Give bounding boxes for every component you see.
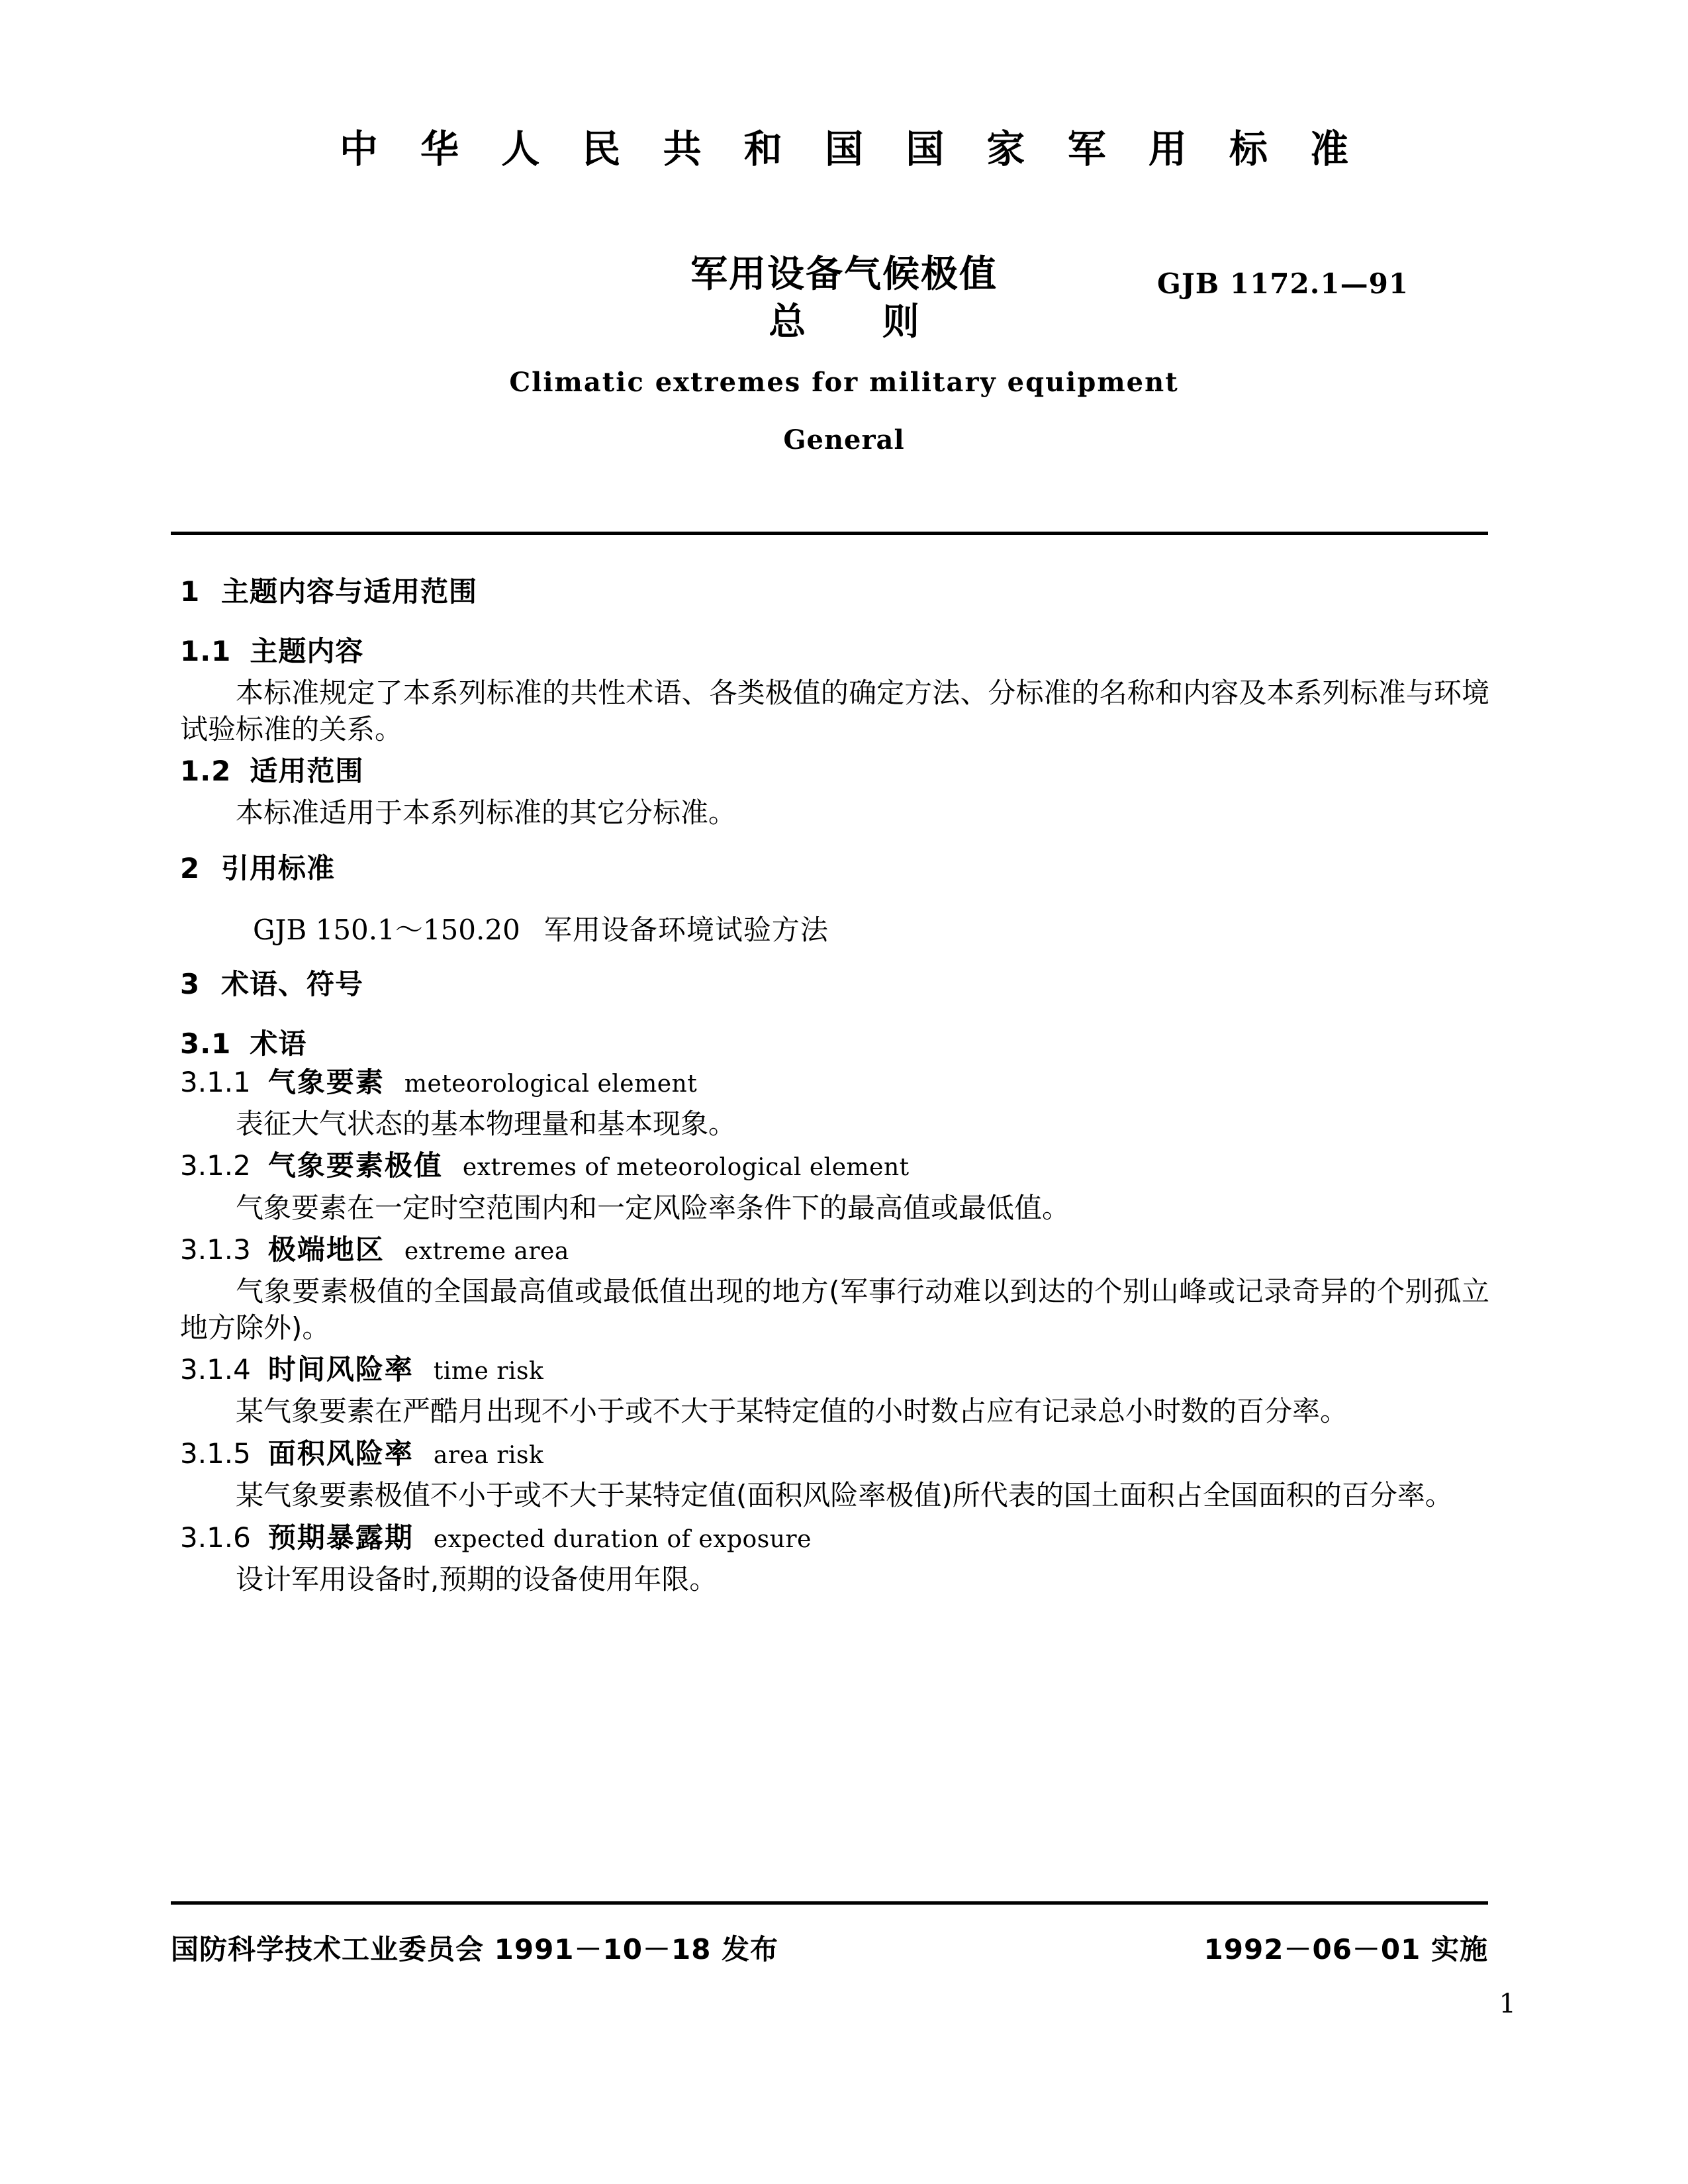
- term-entry: [180, 1235, 1489, 1264]
- masthead: [0, 126, 1688, 171]
- paragraph-1-2: 本标准适用于本系列标准的其它分标准。: [236, 796, 737, 830]
- title-block: [0, 253, 1688, 455]
- section-title-3-1: 术语: [250, 1027, 307, 1060]
- term-definition: 某气象要素极值不小于或不大于某特定值(面积风险率极值)所代表的国土面积占全国面积的百分率。: [236, 1479, 1453, 1512]
- footer-issuer: 国防科学技术工业委员会 1991－10－18 发布: [171, 1933, 779, 1966]
- term-entry: [180, 1439, 1489, 1468]
- section-title-2: 引用标准: [221, 852, 336, 885]
- term-name-en: expected duration of exposure: [433, 1525, 812, 1553]
- footer-effective-date: 1992－06－01 实施: [1203, 1933, 1488, 1966]
- referenced-standard-code: GJB 150.1～150.20: [253, 914, 520, 947]
- section-title-1: 主题内容与适用范围: [221, 575, 478, 608]
- term-entry: [180, 1355, 1489, 1384]
- section-number-1-2: 1.2: [180, 755, 232, 788]
- term-definition: 表征大气状态的基本物理量和基本现象。: [236, 1107, 737, 1140]
- title-subrow: [0, 297, 1688, 344]
- section-heading-1-2: [180, 757, 1489, 786]
- term-name-cn: 预期暴露期: [267, 1521, 414, 1554]
- section-heading-3-1: [180, 1029, 1489, 1059]
- term-name-cn: 极端地区: [267, 1233, 385, 1266]
- term-definition: 设计军用设备时,预期的设备使用年限。: [236, 1562, 718, 1595]
- term-definition: 气象要素极值的全国最高值或最低值出现的地方(军事行动难以到达的个别山峰或记录奇异的个别孤立地方除外)。: [180, 1275, 1489, 1344]
- document-title-en: Climatic extremes for military equipment: [509, 367, 1179, 399]
- term-number: 3.1.2: [180, 1149, 251, 1182]
- term-name-en: meteorological element: [404, 1070, 698, 1098]
- header-divider: [171, 532, 1488, 535]
- page-number: 1: [1499, 1989, 1516, 2019]
- masthead-title: 中 华 人 民 共 和 国 国 家 军 用 标 准: [339, 126, 1364, 171]
- term-name-cn: 气象要素: [267, 1065, 385, 1098]
- term-definition: 气象要素在一定时空范围内和一定风险率条件下的最高值或最低值。: [236, 1191, 1070, 1224]
- section-title-1-2: 适用范围: [250, 755, 364, 788]
- term-name-cn: 面积风险率: [267, 1437, 414, 1470]
- section-heading-3: [180, 967, 1489, 1000]
- term-entry: [180, 1523, 1489, 1552]
- term-name-en: time risk: [433, 1358, 544, 1386]
- term-number: 3.1.4: [180, 1353, 251, 1386]
- section-heading-2: [180, 854, 1489, 883]
- referenced-standard: [253, 914, 1489, 947]
- section-number-3: 3: [180, 967, 201, 1000]
- term-name-en: extreme area: [404, 1238, 569, 1266]
- term-name-cn: 气象要素极值: [267, 1149, 443, 1182]
- referenced-standard-title: 军用设备环境试验方法: [543, 914, 829, 947]
- term-number: 3.1.6: [180, 1521, 251, 1554]
- document-subtitle-en: General: [783, 424, 905, 456]
- term-name-en: extremes of meteorological element: [462, 1154, 910, 1182]
- term-name-en: area risk: [433, 1442, 544, 1470]
- section-number-1-1: 1.1: [180, 635, 232, 668]
- section-heading-1-1: [180, 637, 1489, 666]
- section-heading-1: [180, 577, 1489, 606]
- document-title-cn: 军用设备气候极值: [690, 253, 998, 296]
- term-name-cn: 时间风险率: [267, 1353, 414, 1386]
- paragraph-1-1: 本标准规定了本系列标准的共性术语、各类极值的确定方法、分标准的名称和内容及本系列标准与环境试验标准的关系。: [180, 677, 1489, 745]
- section-number-2: 2: [180, 852, 201, 885]
- footer-divider: [171, 1901, 1488, 1905]
- document-body: [180, 577, 1489, 1597]
- title-row: [0, 253, 1688, 300]
- term-definition: 某气象要素在严酷月出现不小于或不大于某特定值的小时数占应有记录总小时数的百分率。: [236, 1395, 1348, 1428]
- term-entry: [180, 1151, 1489, 1180]
- section-title-1-1: 主题内容: [250, 635, 364, 668]
- document-subtitle-cn: 总 则: [769, 301, 951, 344]
- page-footer: [171, 1928, 1488, 1968]
- term-entry: [180, 1065, 1489, 1098]
- section-number-1: 1: [180, 575, 201, 608]
- term-number: 3.1.3: [180, 1233, 251, 1266]
- section-title-3: 术语、符号: [221, 967, 364, 1000]
- term-number: 3.1.5: [180, 1437, 251, 1470]
- term-number: 3.1.1: [180, 1065, 251, 1098]
- section-number-3-1: 3.1: [180, 1027, 232, 1060]
- standard-number: GJB 1172.1—91: [1157, 267, 1409, 300]
